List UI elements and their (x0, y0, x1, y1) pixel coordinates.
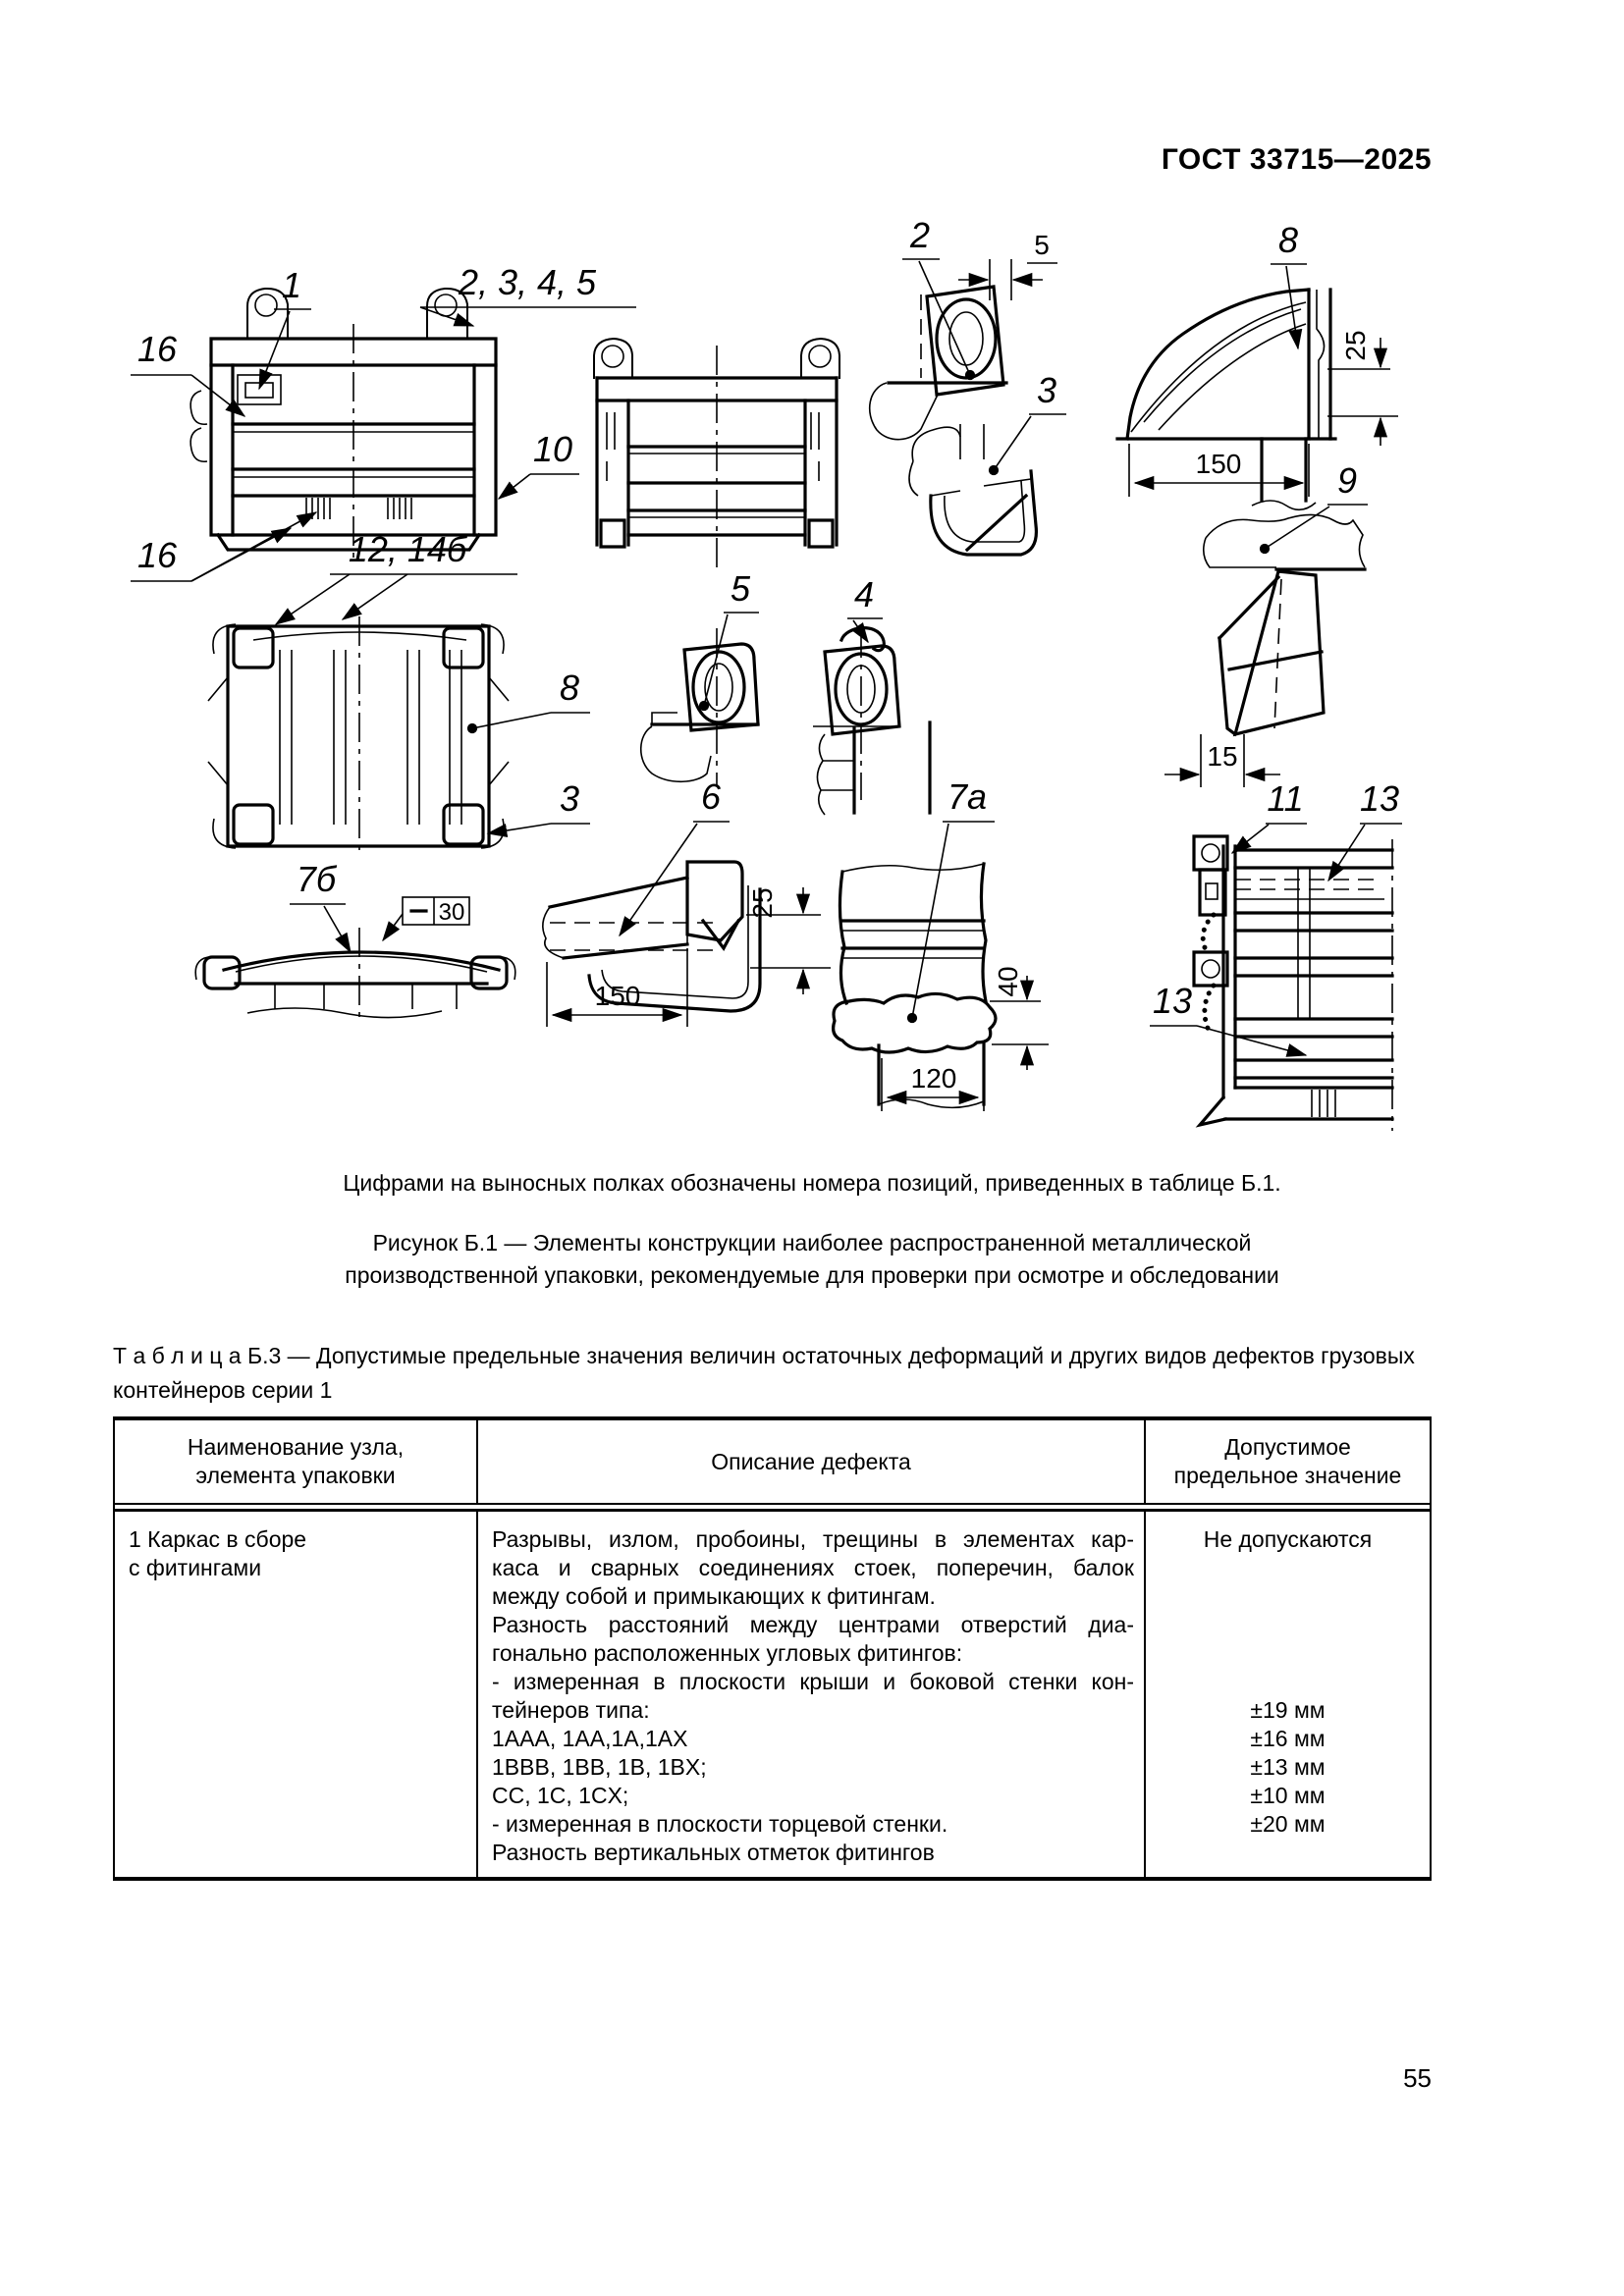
detail-9-stake-drawing (1204, 514, 1365, 734)
detail-2-eye-plate-drawing (870, 287, 1006, 440)
figure-caption (0, 1227, 1624, 1292)
defect-line: Разность вертикальных отметок фитингов (492, 1840, 935, 1865)
detail-3-corner-foot-drawing (909, 424, 1036, 555)
defect-line: - измеренная в плоскости крыши и боковой стенки кон- (492, 1669, 1134, 1694)
dim-150-fitting-label: 150 (1195, 449, 1242, 479)
table-row (115, 1512, 1430, 1877)
table-header-divider (115, 1505, 1430, 1512)
callout-6: 6 (700, 776, 722, 817)
table-header-limit-value: Допустимое предельное значение (1146, 1420, 1430, 1505)
callout-13-top: 13 (1359, 778, 1400, 819)
front-view-container-drawing (190, 289, 496, 558)
callout-13-bottom: 13 (1152, 981, 1193, 1021)
detail-5-eye-plate-drawing (641, 628, 758, 785)
defect-line: гонально расположенных угловых фитингов: (492, 1640, 963, 1666)
callout-12-14b: 12, 14б (348, 529, 467, 569)
table-b3-title: Т а б л и ц а Б.3 — Допустимые предельные значения величин остаточных деформаций и других видов дефектов грузовых контейнеров серии 1 (113, 1343, 1415, 1403)
defect-line: - измеренная в плоскости торцевой стенки. (492, 1811, 948, 1837)
limit-value-line: ±13 мм (1250, 1754, 1326, 1780)
detail-7b-lid-drawing (195, 897, 515, 1021)
dim-15-label: 15 (1207, 741, 1238, 772)
limit-value-line (1146, 1839, 1430, 1867)
callout-2-3-4-5: 2, 3, 4, 5 (458, 262, 597, 302)
callout-16-bottom: 16 (136, 535, 178, 575)
callout-2: 2 (909, 215, 931, 255)
dim-30-label: 30 (438, 899, 465, 926)
dim-5-label: 5 (1034, 230, 1050, 260)
table-b3 (113, 1416, 1432, 1881)
callout-9: 9 (1336, 460, 1358, 501)
limit-value-line (1146, 1668, 1430, 1696)
limit-value-line: Не допускаются (1203, 1526, 1373, 1552)
cell-node-name (115, 1512, 478, 1877)
table-header-row (115, 1420, 1430, 1505)
callout-5: 5 (730, 568, 751, 609)
limit-value-line: ±20 мм (1250, 1811, 1326, 1837)
limit-value-line (1146, 1582, 1430, 1611)
side-view-container-drawing (594, 339, 839, 574)
callout-7a: 7а (947, 776, 988, 817)
node-name-line: с фитингами (129, 1555, 262, 1580)
limit-value-line (1146, 1639, 1430, 1668)
limit-value-line (1146, 1554, 1430, 1582)
table-header-defect-description: Описание дефекта (478, 1420, 1146, 1505)
dim-25-hook-label: 25 (747, 887, 778, 919)
defect-line: Разрывы, излом, пробоины, трещины в элементах кар- (492, 1526, 1134, 1552)
standard-number-header: ГОСТ 33715—2025 (1161, 143, 1432, 176)
dim-40-label: 40 (993, 966, 1023, 997)
callout-3-detail: 3 (1036, 370, 1057, 410)
hinged-wall-corner-drawing (1194, 836, 1392, 1131)
limit-value-line: ±16 мм (1250, 1726, 1326, 1751)
callout-10: 10 (532, 429, 573, 469)
detail-4-eye-plate-hook-drawing (813, 628, 930, 815)
defect-line: CC, 1C, 1CX; (492, 1783, 629, 1808)
plan-view-container-drawing (208, 616, 509, 856)
figure-note: Цифрами на выносных полках обозначены номера позиций, приведенных в таблице Б.1. (343, 1170, 1281, 1196)
callout-16-top: 16 (136, 329, 178, 369)
detail-6-latch-hook-drawing (543, 862, 760, 1011)
callout-4: 4 (853, 574, 875, 614)
defect-line: тейнеров типа: (492, 1697, 650, 1723)
callout-3-plan: 3 (559, 778, 580, 819)
defect-line: между собой и примыкающих к фитингам. (492, 1583, 936, 1609)
defect-line: 1AAA, 1AA,1A,1AX (492, 1726, 688, 1751)
figure-caption-line-1: Рисунок Б.1 — Элементы конструкции наиболее распространенной металлической (372, 1230, 1252, 1255)
cell-limit-value (1146, 1512, 1430, 1877)
dim-150-hook-label: 150 (594, 981, 641, 1011)
figure-caption-line-2: производственной упаковки, рекомендуемые для проверки при осмотре и обследовании (345, 1262, 1279, 1288)
defect-line: Разность расстояний между центрами отверстий диа- (492, 1612, 1134, 1637)
figure-b1-drawing (0, 182, 1624, 1163)
limit-value-line: ±10 мм (1250, 1783, 1326, 1808)
table-header-node-name: Наименование узла, элемента упаковки (115, 1420, 478, 1505)
callout-8-detail: 8 (1277, 220, 1299, 260)
figure-callouts (131, 215, 1402, 1055)
callout-7b: 7б (296, 859, 337, 899)
defect-line: 1BBB, 1BB, 1B, 1BX; (492, 1754, 707, 1780)
callout-1: 1 (281, 265, 302, 305)
limit-value-line (1146, 1611, 1430, 1639)
cell-defect-description (478, 1512, 1146, 1877)
page-number: 55 (1403, 2063, 1432, 2093)
defect-line: каса и сварных соединениях стоек, поперечин, балок (492, 1555, 1134, 1580)
callout-8-plan: 8 (559, 667, 580, 708)
limit-value-line: ±19 мм (1250, 1697, 1326, 1723)
figure-dimensions (547, 230, 1398, 1111)
dim-25-fitting-label: 25 (1340, 330, 1371, 361)
callout-11: 11 (1267, 778, 1304, 819)
node-name-line: 1 Каркас в сборе (129, 1526, 307, 1552)
dim-120-label: 120 (910, 1063, 957, 1094)
